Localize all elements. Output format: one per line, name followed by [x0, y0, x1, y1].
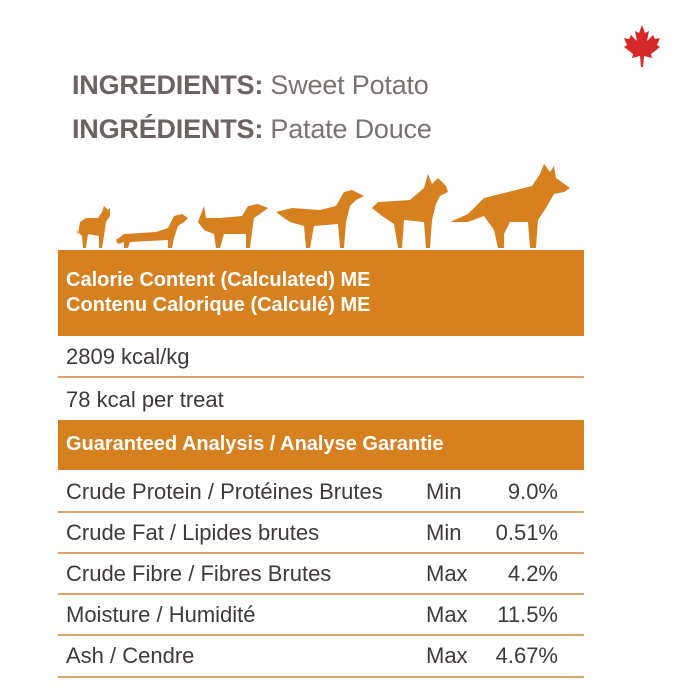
nutrient-qualifier: Min: [426, 478, 462, 504]
table-row: [58, 595, 584, 636]
nutrient-value: 4.2%: [507, 560, 558, 586]
nutrient-value: 4.67%: [495, 643, 558, 668]
nutrient-qualifier: Max: [426, 560, 468, 586]
calorie-value: 78 kcal per treat: [66, 387, 224, 412]
nutrient-name: Crude Fat / Lipides brutes: [66, 519, 320, 545]
nutrient-qualifier: Max: [426, 643, 468, 668]
dog-silhouette-2: [116, 214, 188, 248]
nutrient-name: Crude Fibre / Fibres Brutes: [66, 560, 332, 586]
nutrient-name: Moisture / Humidité: [66, 601, 256, 627]
dog-silhouette-4: [276, 190, 364, 248]
dog-silhouette-3: [198, 204, 268, 248]
dog-silhouette-1: [76, 206, 110, 248]
calorie-row-kg: [58, 336, 584, 378]
dog-silhouettes: [64, 160, 584, 252]
nutrient-qualifier: Max: [426, 601, 468, 627]
nutrient-value: 0.51%: [495, 519, 558, 545]
ingredients-en: [72, 70, 429, 101]
analysis-header: Guaranteed Analysis / Analyse Garantie: [66, 433, 444, 455]
table-row: [58, 554, 584, 595]
calorie-header-en: Calorie Content (Calculated) ME: [66, 269, 371, 291]
calorie-row-treat: [58, 378, 584, 420]
nutrient-qualifier: Min: [426, 519, 462, 545]
dog-silhouette-5: [372, 174, 448, 248]
table-row: [58, 472, 584, 513]
nutrient-value: 9.0%: [507, 478, 558, 504]
table-row: [58, 513, 584, 554]
dog-silhouette-6: [450, 164, 570, 248]
ingredients-en-label: INGREDIENTS:: [72, 70, 264, 100]
ingredients-en-value: Sweet Potato: [270, 70, 429, 100]
nutrient-value: 11.5%: [497, 601, 558, 627]
table-row: [58, 636, 584, 678]
maple-leaf-icon: [622, 24, 662, 68]
ingredients-fr-value: Patate Douce: [270, 114, 432, 144]
calorie-header-fr: Contenu Calorique (Calculé) ME: [66, 294, 371, 316]
nutrient-name: Ash / Cendre: [66, 643, 195, 668]
analysis-header-bar: [58, 420, 584, 470]
ingredients-fr-label: INGRÉDIENTS:: [72, 114, 264, 144]
ingredients-fr: [72, 114, 432, 145]
nutrient-name: Crude Protein / Protéines Brutes: [66, 478, 383, 504]
calorie-header-bar: [58, 250, 584, 336]
calorie-value: 2809 kcal/kg: [66, 344, 190, 369]
